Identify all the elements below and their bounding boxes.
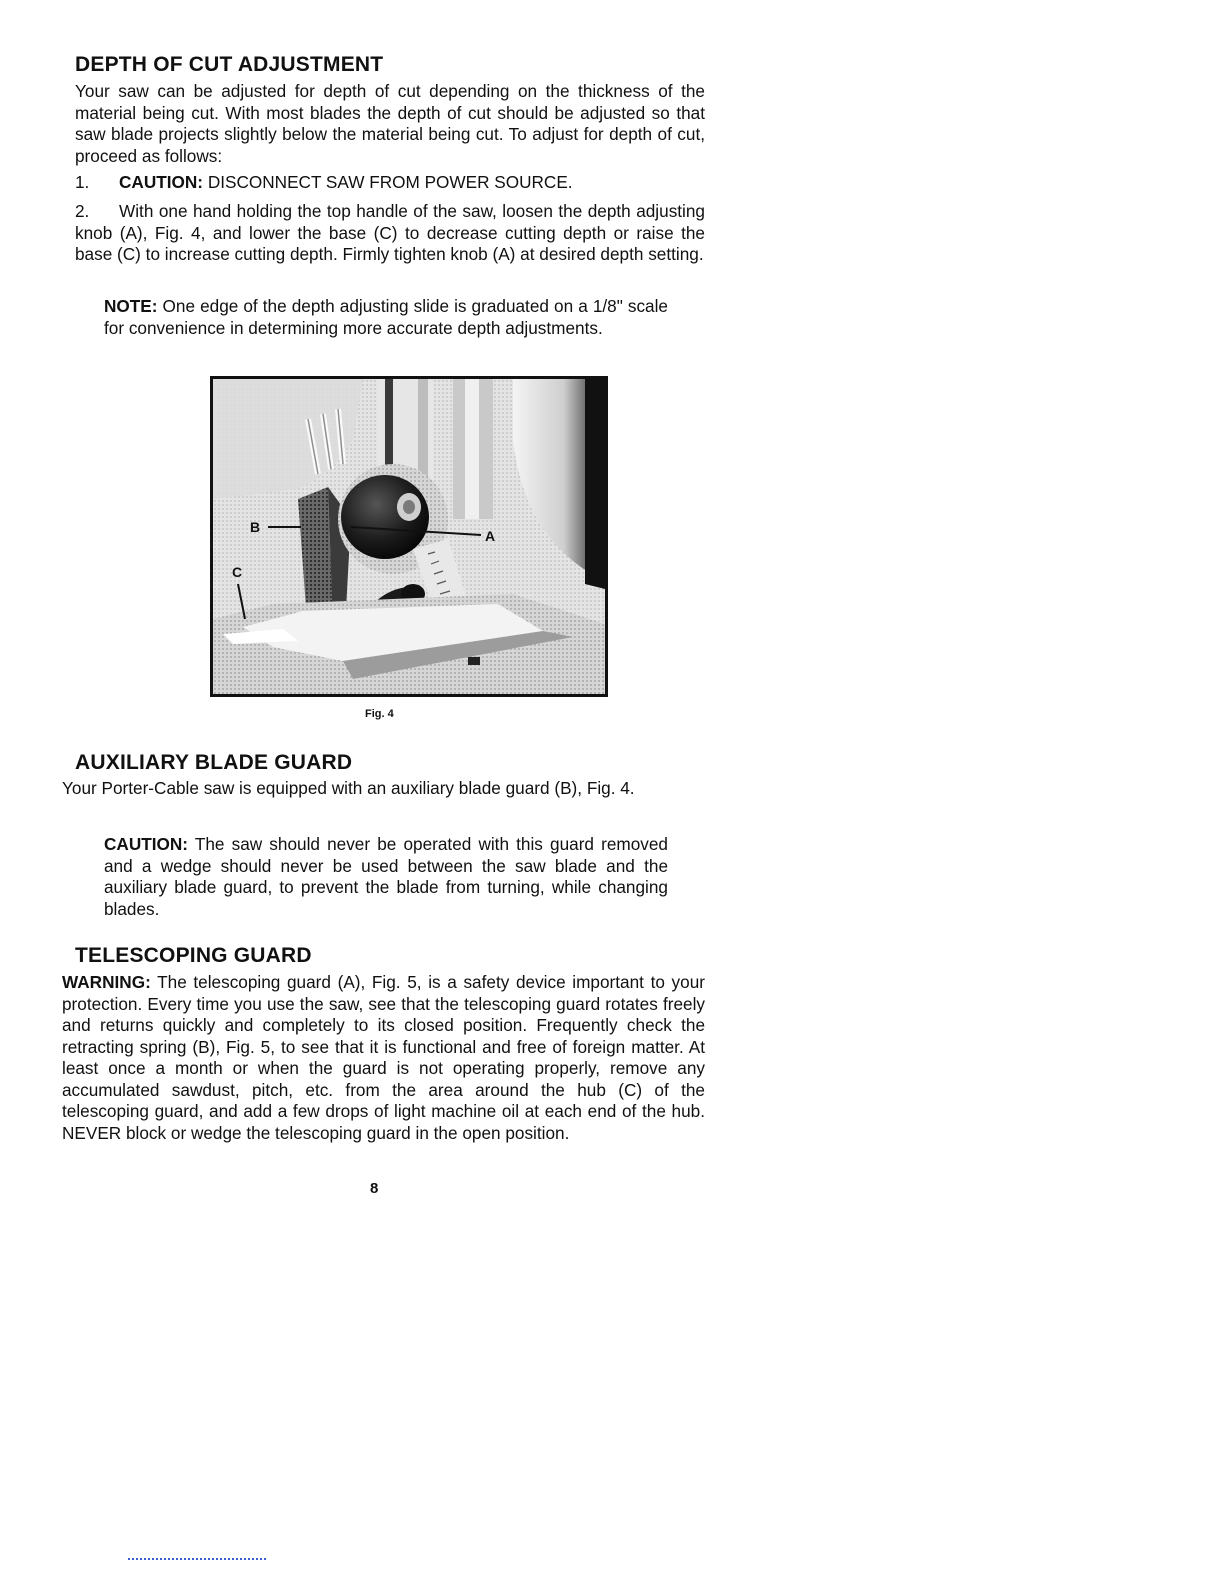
figure-label-b: B [250, 519, 261, 535]
warning-text: The telescoping guard (A), Fig. 5, is a safety device important to your protection. Every time you use the saw, see that the telescoping guard rotates freely and returns quickly and completely to its closed position. Frequently check the retracting spring (B), Fig. 5, to see that it is functional and free of foreign matter. At least once a month or when the guard is not operating properly, remove any accumulated sawdust, pitch, etc. from the area around the hub (C) of the telescoping guard, and add a few drops of light machine oil at each end of the hub. NEVER block or wedge the telescoping guard in the open position. [62, 972, 705, 1143]
step-1-text: DISCONNECT SAW FROM POWER SOURCE. [207, 172, 573, 192]
telescoping-guard-heading: TELESCOPING GUARD [75, 944, 312, 967]
caution-text: The saw should never be operated with this guard removed and a wedge should never be used between the saw blade and the auxiliary blade guard, to prevent the blade from turning, while changing blades. [104, 834, 668, 919]
step-2-text: With one hand holding the top handle of the saw, loosen the depth adjusting knob (A), Fig. 4, and lower the base (C) to decrease cutting depth or raise the base (C) to increase cutting depth. Firmly tighten knob (A) at desired depth setting. [75, 201, 705, 264]
saw-depth-adjust-illustration [213, 379, 605, 694]
depth-note [104, 296, 668, 339]
note-label: NOTE: [104, 296, 158, 316]
step-2 [75, 201, 705, 266]
step-1 [75, 172, 705, 194]
bottom-link-underline[interactable] [128, 1556, 266, 1560]
figure-4-photo [210, 376, 608, 697]
auxiliary-blade-guard-heading: AUXILIARY BLADE GUARD [75, 751, 353, 774]
figure-caption: Fig. 4 [365, 708, 394, 720]
telescoping-guard-text [62, 972, 705, 1144]
step-2-number: 2. [75, 201, 90, 221]
auxiliary-guard-caution [104, 834, 668, 920]
auxiliary-blade-guard-text: Your Porter-Cable saw is equipped with an auxiliary blade guard (B), Fig. 4. [62, 778, 635, 798]
caution-label: CAUTION: [104, 834, 189, 854]
depth-of-cut-heading: DEPTH OF CUT ADJUSTMENT [75, 53, 384, 76]
note-text: One edge of the depth adjusting slide is graduated on a 1/8" scale for convenience in determining more accurate depth adjustments. [104, 296, 668, 338]
figure-label-c: C [232, 564, 243, 580]
step-1-caution-label: CAUTION: [119, 172, 204, 192]
page-number: 8 [370, 1180, 379, 1197]
figure-label-a: A [485, 528, 496, 544]
depth-of-cut-intro: Your saw can be adjusted for depth of cut depending on the thickness of the material being cut. With most blades the depth of cut should be adjusted so that saw blade projects slightly below the material being cut. To adjust for depth of cut, proceed as follows: [75, 81, 705, 166]
warning-label: WARNING: [62, 972, 151, 992]
step-1-number: 1. [75, 172, 90, 192]
